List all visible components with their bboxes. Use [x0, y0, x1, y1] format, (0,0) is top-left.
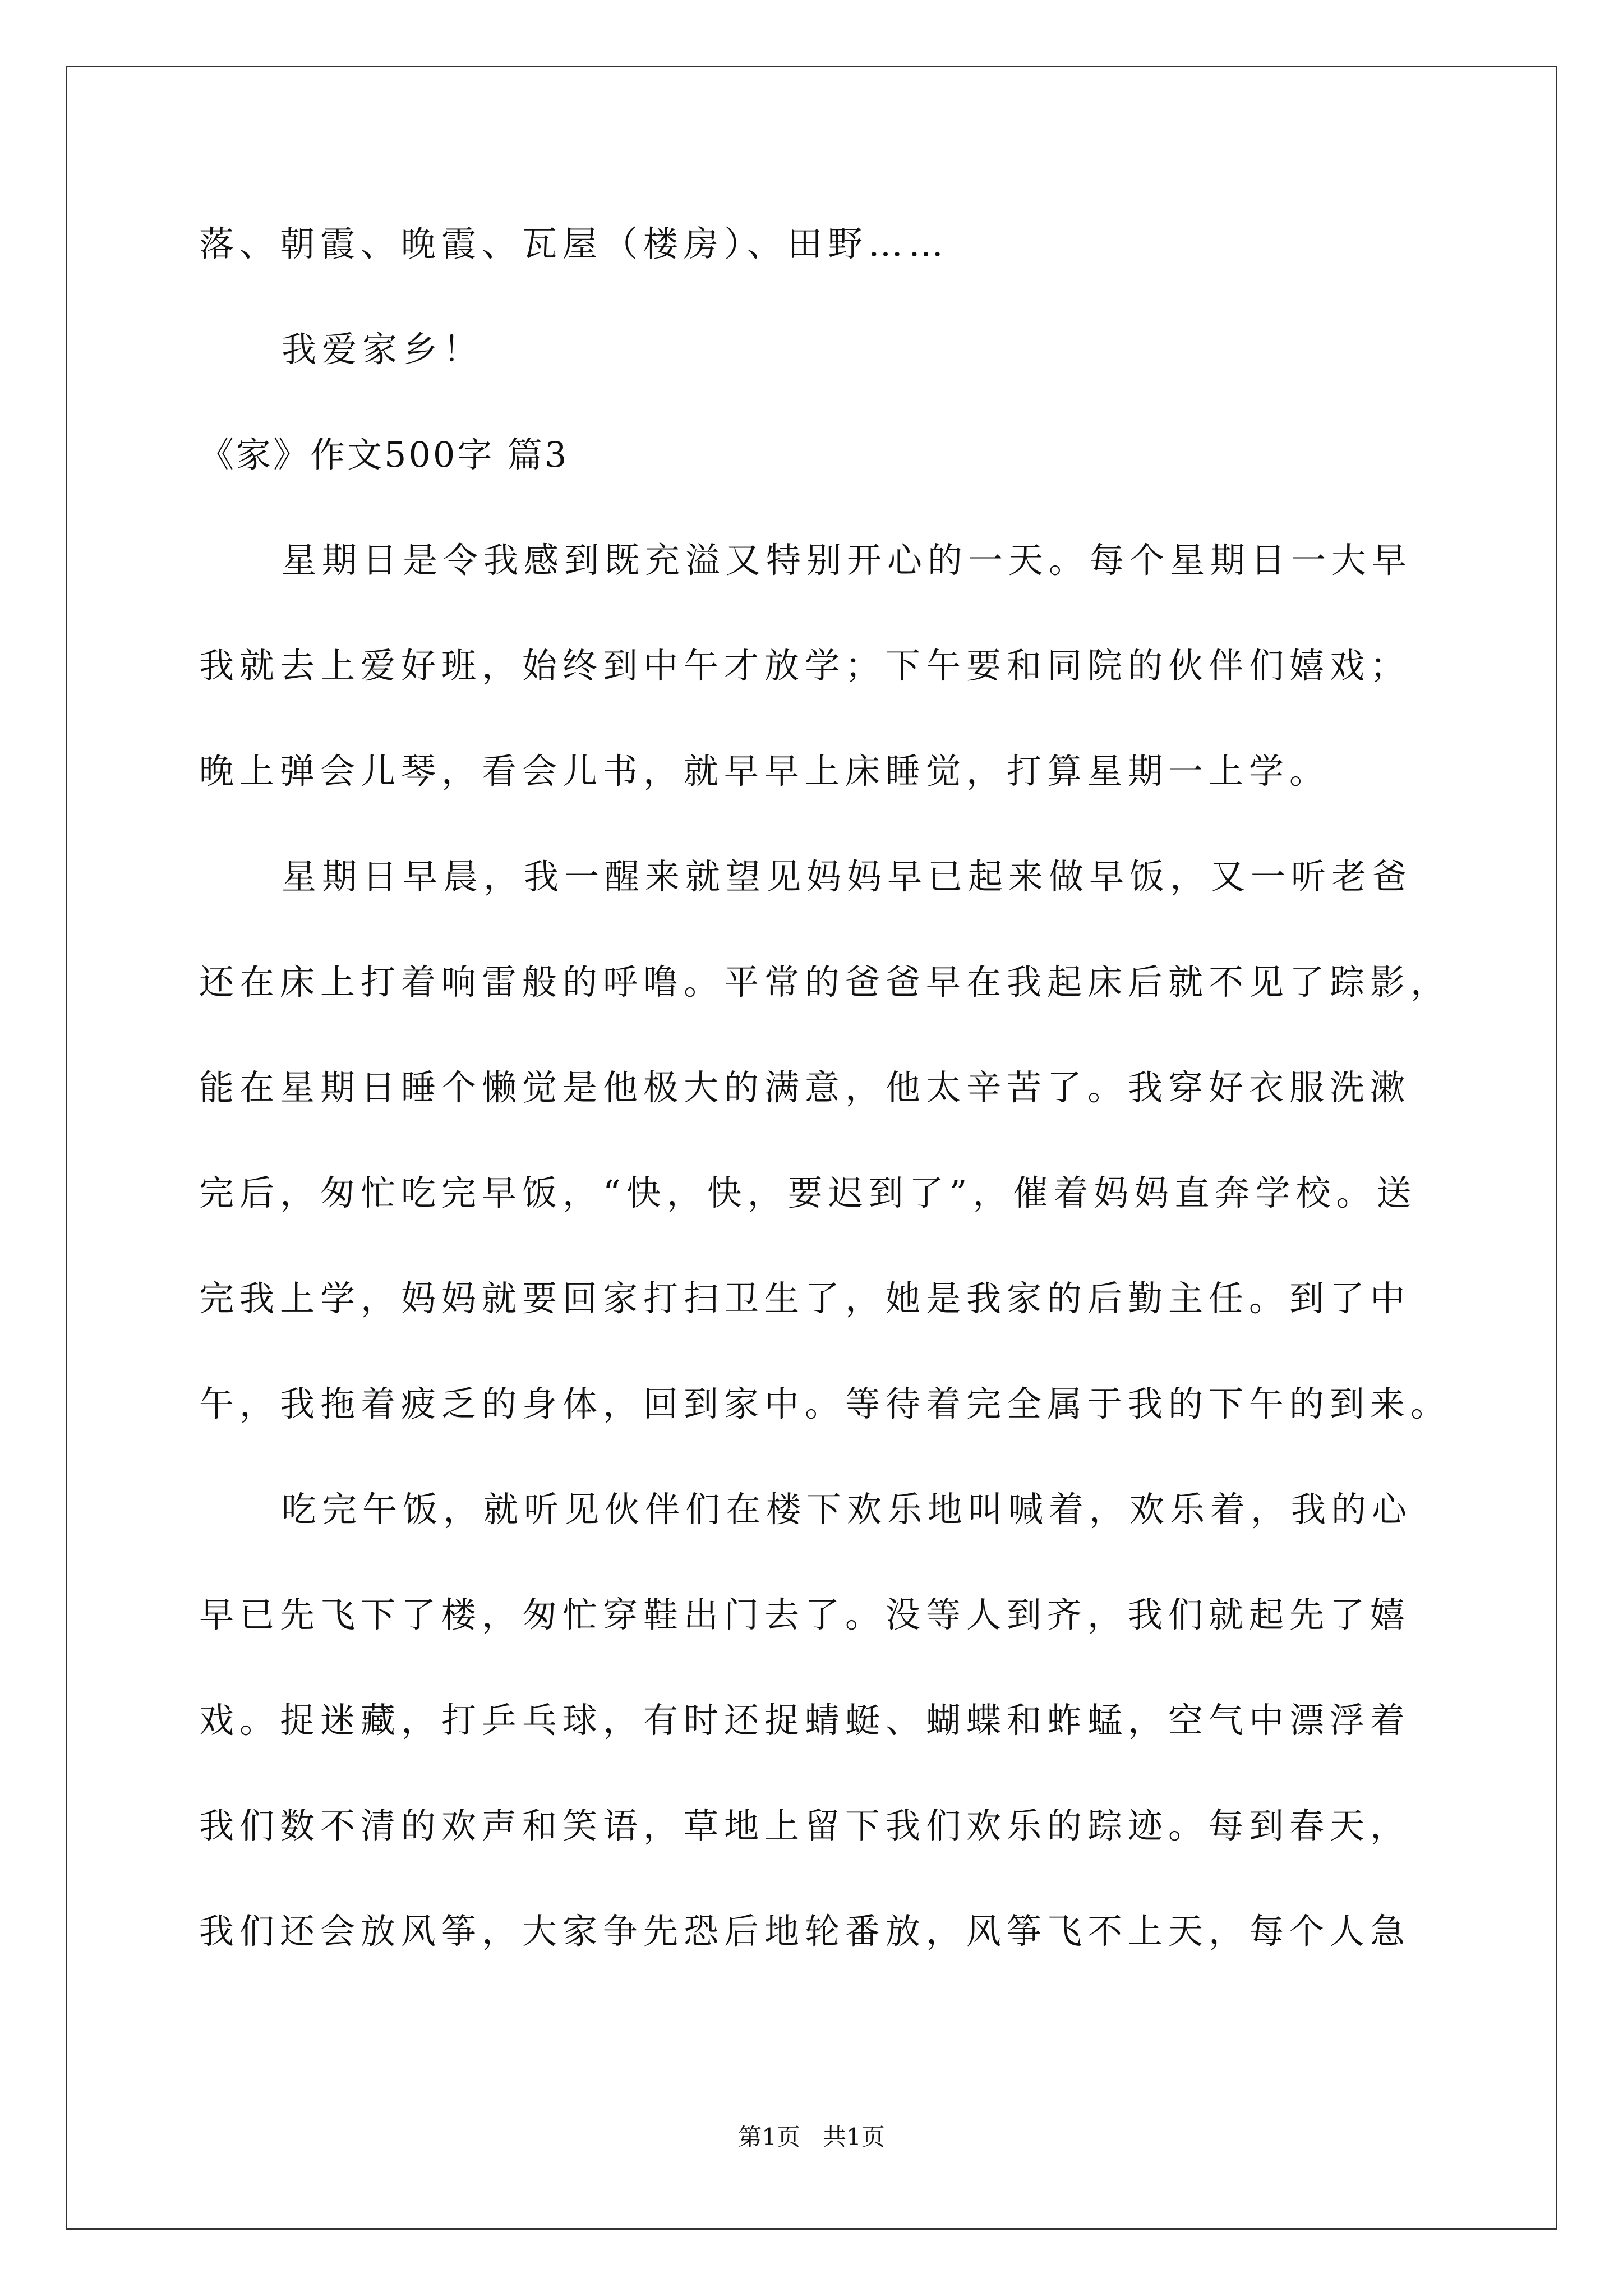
text-line-13: 吃完午饭，就听见伙伴们在楼下欢乐地叫喊着，欢乐着，我的心	[282, 1489, 1413, 1530]
text-line-14: 早已先飞下了楼，匆忙穿鞋出门去了。没等人到齐，我们就起先了嬉	[199, 1594, 1411, 1635]
text-line-10: 完后，匆忙吃完早饭，“快，快，要迟到了”，催着妈妈直奔学校。送	[199, 1172, 1417, 1213]
text-line-8: 还在床上打着响雷般的呼噜。平常的爸爸早在我起床后就不见了踪影，	[199, 961, 1451, 1002]
page-border	[66, 66, 1557, 2230]
text-line-4: 星期日是令我感到既充溢又特别开心的一天。每个星期日一大早	[282, 540, 1413, 581]
text-line-9: 能在星期日睡个懒觉是他极大的满意，他太辛苦了。我穿好衣服洗漱	[199, 1067, 1411, 1108]
text-line-16: 我们数不清的欢声和笑语，草地上留下我们欢乐的踪迹。每到春天，	[199, 1805, 1411, 1846]
section-heading: 《家》作文500字 篇3	[199, 434, 569, 475]
text-line-6: 晚上弹会儿琴，看会儿书，就早早上床睡觉，打算星期一上学。	[199, 751, 1330, 792]
text-line-17: 我们还会放风筝，大家争先恐后地轮番放，风筝飞不上天，每个人急	[199, 1911, 1411, 1952]
text-line-7: 星期日早晨，我一醒来就望见妈妈早已起来做早饭，又一听老爸	[282, 856, 1413, 897]
page-footer: 第1页 共1页	[738, 2123, 885, 2151]
text-line-1: 落、朝霞、晚霞、瓦屋（楼房）、田野……	[199, 223, 949, 264]
text-line-15: 戏。捉迷藏，打乒乓球，有时还捉蜻蜓、蝴蝶和蚱蜢，空气中漂浮着	[199, 1700, 1411, 1741]
text-line-12: 午，我拖着疲乏的身体，回到家中。等待着完全属于我的下午的到来。	[199, 1383, 1451, 1424]
text-line-2: 我爱家乡！	[282, 329, 484, 370]
text-line-5: 我就去上爱好班，始终到中午才放学；下午要和同院的伙伴们嬉戏；	[199, 645, 1411, 686]
text-line-11: 完我上学，妈妈就要回家打扫卫生了，她是我家的后勤主任。到了中	[199, 1278, 1411, 1319]
